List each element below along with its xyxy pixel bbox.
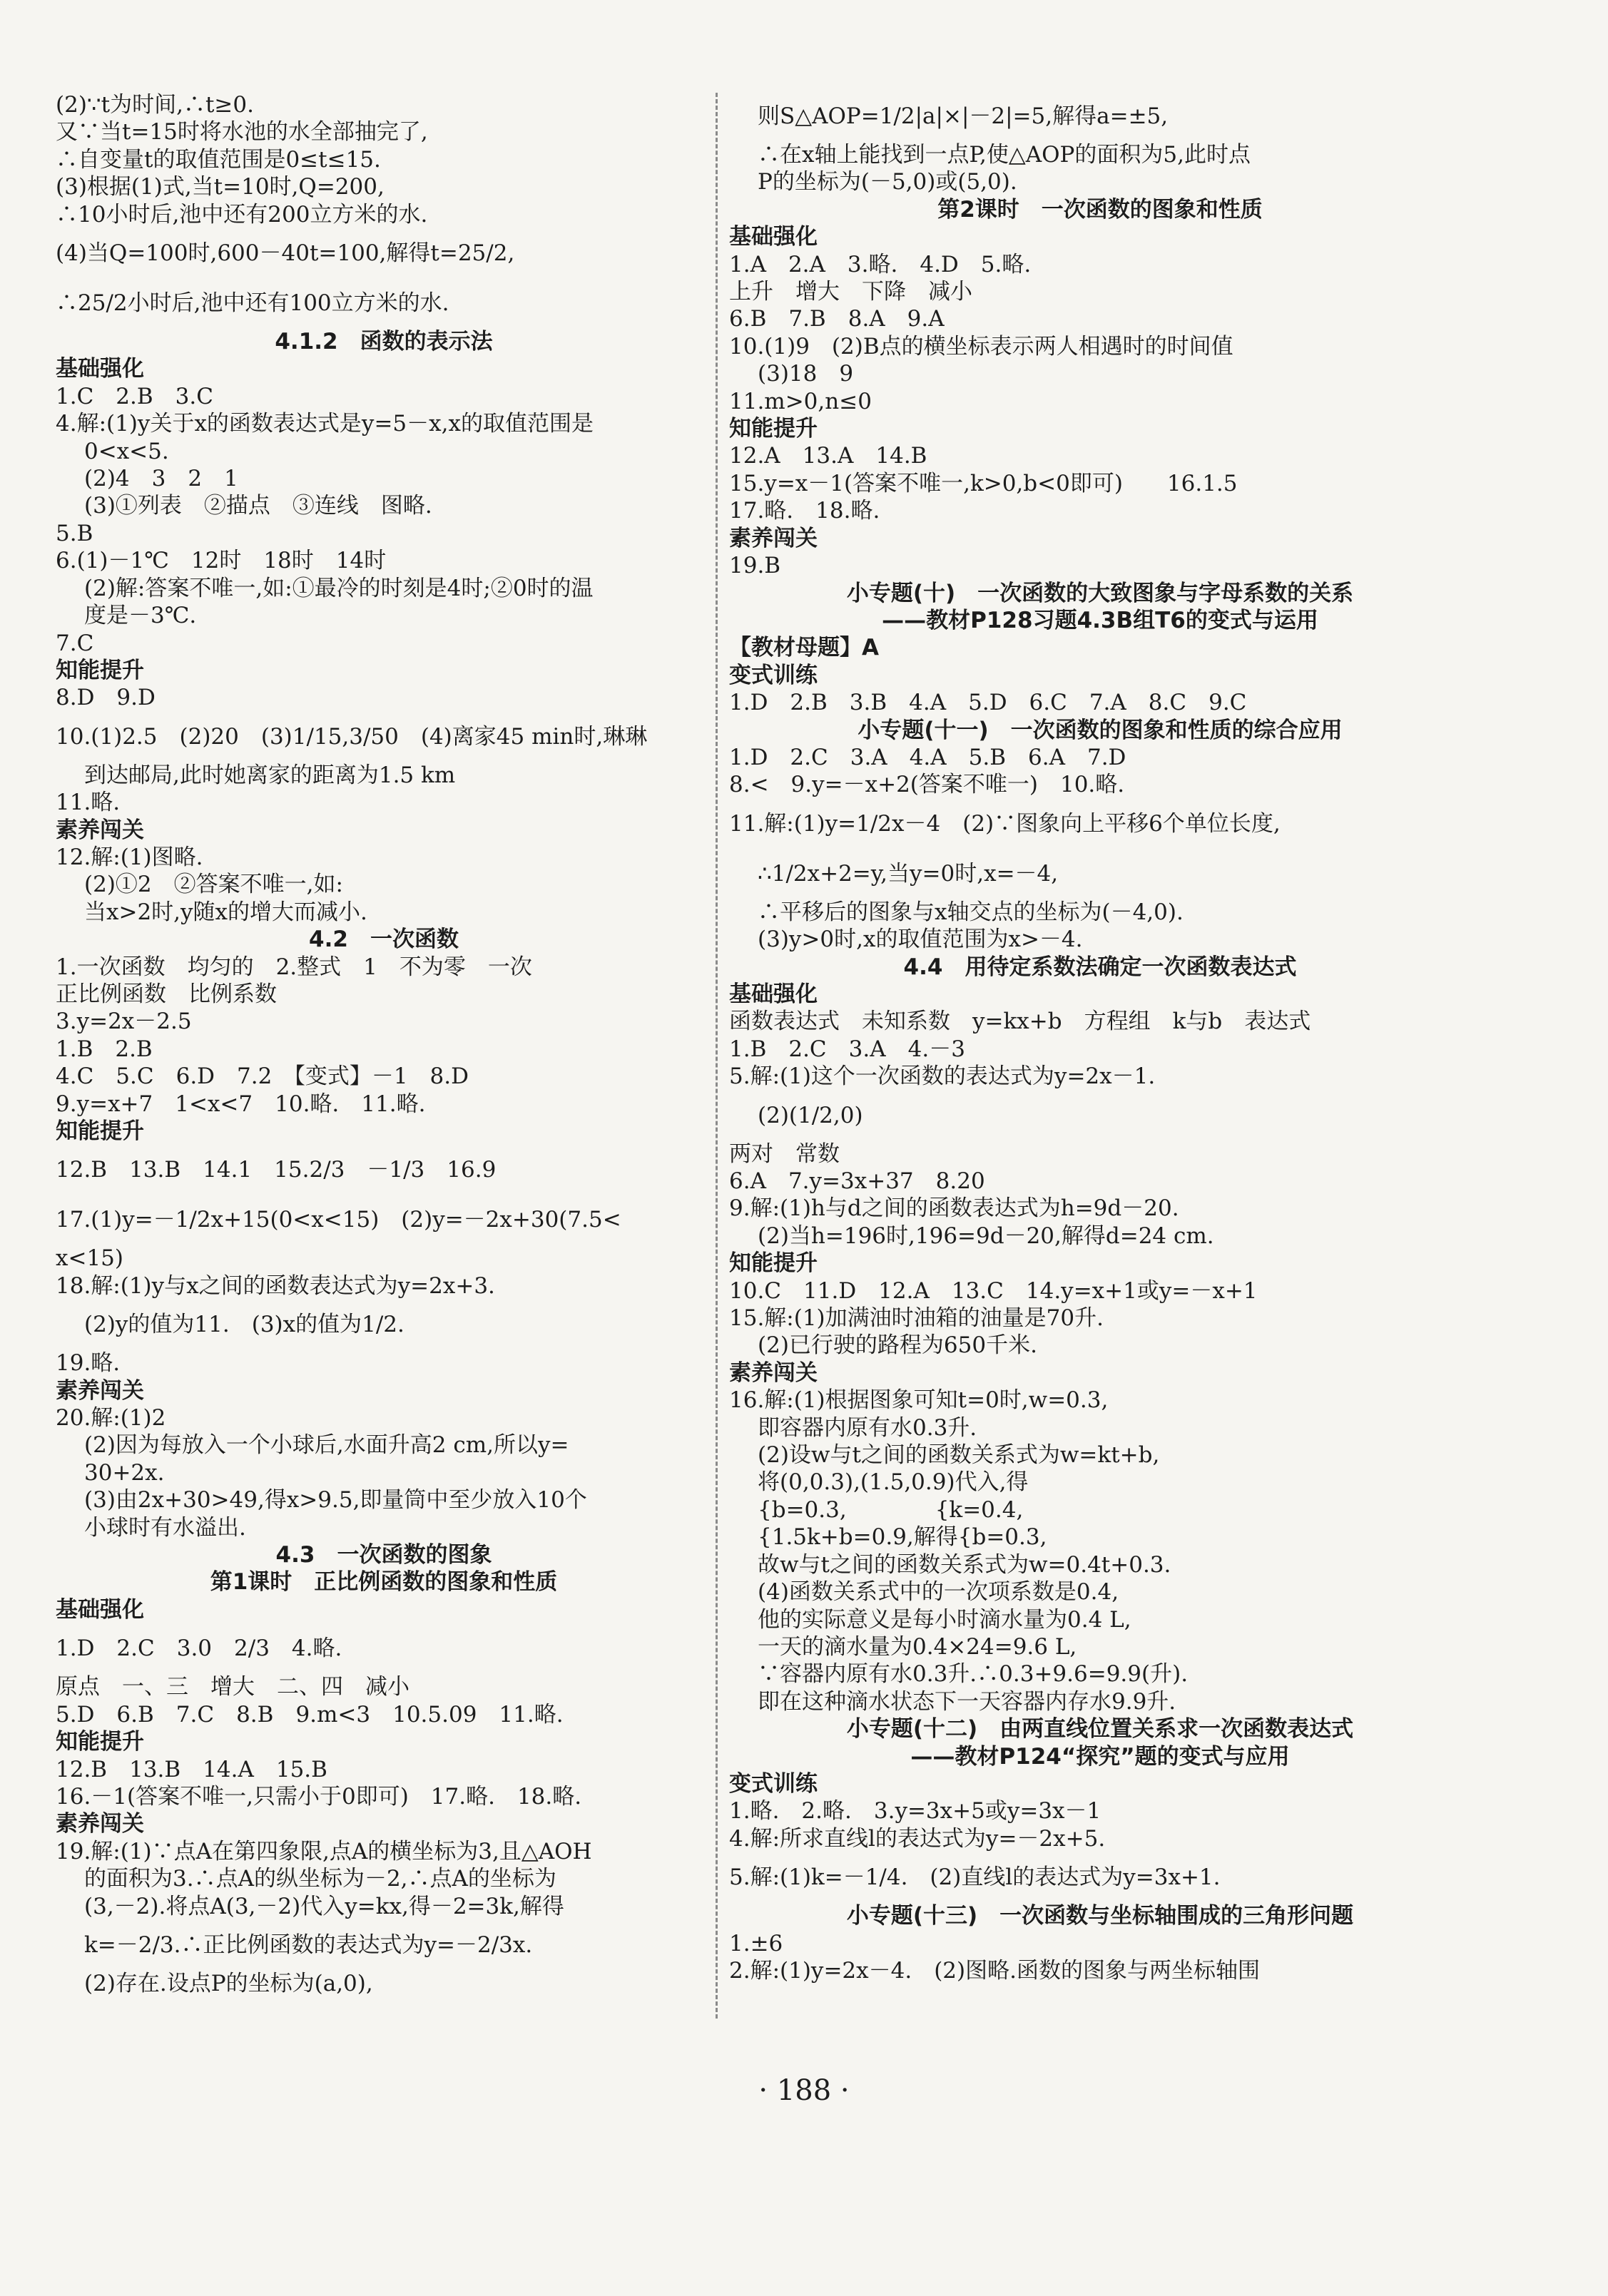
answer-line: 即容器内原有水0.3升.	[758, 1414, 977, 1441]
answer-line: k=－2/3.∴正比例函数的表达式为y=－2/3x.	[84, 1932, 533, 1958]
answer-line: 小专题(十三) 一次函数与坐标轴围成的三角形问题	[846, 1903, 1354, 1929]
answer-line: 原点 一、三 增大 二、四 减小	[56, 1674, 409, 1700]
answer-line: 正比例函数 比例系数	[56, 981, 277, 1007]
answer-line: 4.3 一次函数的图象	[275, 1542, 492, 1568]
answer-line: (3,－2).将点A(3,－2)代入y=kx,得－2=3k,解得	[84, 1893, 564, 1919]
answer-line: 基础强化	[729, 981, 818, 1007]
answer-line: (2)存在.设点P的坐标为(a,0),	[84, 1970, 373, 1996]
answer-line: 10.(1)2.5 (2)20 (3)1/15,3/50 (4)离家45 min时,琳琳	[56, 723, 648, 750]
answer-line: (3)18 9	[758, 361, 854, 387]
answer-line: 8.D 9.D	[56, 685, 156, 711]
answer-line: (2)y的值为11. (3)x的值为1/2.	[84, 1312, 404, 1338]
answer-line: 即在这种滴水状态下一天容器内存水9.9升.	[758, 1688, 1176, 1715]
answer-line: 故w与t之间的函数关系式为w=0.4t+0.3.	[758, 1551, 1171, 1578]
answer-line: (2)4 3 2 1	[84, 466, 238, 492]
answer-line: 1.C 2.B 3.C	[56, 383, 213, 409]
answer-line: 4.4 用待定系数法确定一次函数表达式	[903, 954, 1297, 980]
answer-line: 到达邮局,此时她离家的距离为1.5 km	[84, 762, 456, 788]
answer-line: ∴1/2x+2=y,当y=0时,x=－4,	[758, 860, 1059, 887]
answer-line: 18.解:(1)y与x之间的函数表达式为y=2x+3.	[56, 1272, 495, 1299]
answer-line: (3)由2x+30>49,得x>9.5,即量筒中至少放入10个	[84, 1487, 587, 1514]
answer-line: 1.B 2.B	[56, 1036, 153, 1062]
answer-line: 素养闯关	[729, 1359, 818, 1386]
answer-line: (2)当h=196时,196=9d－20,解得d=24 cm.	[758, 1223, 1214, 1249]
answer-line: 素养闯关	[729, 525, 818, 551]
answer-line: 19.B	[729, 553, 781, 579]
answer-line: (2)①2 ②答案不唯一,如:	[84, 872, 343, 898]
answer-line: ∴10小时后,池中还有200立方米的水.	[56, 201, 428, 228]
answer-line: 4.2 一次函数	[309, 927, 459, 953]
answer-line: 9.解:(1)h与d之间的函数表达式为h=9d－20.	[729, 1195, 1179, 1222]
answer-line: 基础强化	[729, 224, 818, 250]
answer-line: (3)y>0时,x的取值范围为x>－4.	[758, 927, 1083, 953]
answer-line: (4)当Q=100时,600－40t=100,解得t=25/2,	[56, 240, 515, 267]
answer-line: 小专题(十) 一次函数的大致图象与字母系数的关系	[846, 580, 1354, 606]
right-column	[729, 91, 1471, 1984]
answer-line: x<15)	[56, 1245, 123, 1272]
answer-line: 19.略.	[56, 1350, 121, 1377]
answer-line: 20.解:(1)2	[56, 1405, 166, 1432]
answer-line: 上升 增大 下降 减小	[729, 279, 972, 305]
answer-line: 5.解:(1)这个一次函数的表达式为y=2x－1.	[729, 1063, 1156, 1090]
answer-line: 将(0,0.3),(1.5,0.9)代入,得	[758, 1469, 1029, 1496]
answer-line: 小专题(十二) 由两直线位置关系求一次函数表达式	[846, 1716, 1354, 1743]
answer-line: ∵容器内原有水0.3升.∴0.3+9.6=9.9(升).	[758, 1661, 1189, 1688]
answer-line: 0<x<5.	[84, 438, 169, 464]
answer-line: 素养闯关	[56, 817, 144, 843]
answer-line: 知能提升	[56, 1118, 144, 1144]
answer-line: 12.B 13.B 14.A 15.B	[56, 1756, 327, 1782]
column-divider	[716, 93, 718, 2019]
answer-line: 小球时有水溢出.	[84, 1514, 246, 1541]
answer-line: 1.D 2.C 3.A 4.A 5.B 6.A 7.D	[729, 744, 1126, 770]
answer-line: 6.(1)－1℃ 12时 18时 14时	[56, 548, 387, 574]
answer-line: 10.C 11.D 12.A 13.C 14.y=x+1或y=－x+1	[729, 1277, 1258, 1304]
answer-line: 11.解:(1)y=1/2x－4 (2)∵图象向上平移6个单位长度,	[729, 810, 1281, 837]
answer-line: (3)根据(1)式,当t=10时,Q=200,	[56, 174, 385, 200]
answer-line: 第2课时 一次函数的图象和性质	[937, 196, 1263, 223]
answer-line: (2)(1/2,0)	[758, 1102, 863, 1128]
answer-line: 素养闯关	[56, 1377, 144, 1404]
answer-line: 一天的滴水量为0.4×24=9.6 L,	[758, 1633, 1077, 1660]
answer-line: 两对 常数	[729, 1141, 840, 1167]
answer-line: 1.±6	[729, 1930, 783, 1956]
answer-line: (2)因为每放入一个小球后,水面升高2 cm,所以y=	[84, 1432, 569, 1459]
answer-line: 1.A 2.A 3.略. 4.D 5.略.	[729, 251, 1032, 277]
answer-line: 7.C	[56, 630, 94, 656]
answer-line: 1.B 2.C 3.A 4.－3	[729, 1036, 965, 1062]
answer-line: 度是－3℃.	[84, 603, 197, 629]
answer-line: 则S△AOP=1/2|a|×|－2|=5,解得a=±5,	[758, 103, 1169, 129]
answer-line: 2.解:(1)y=2x－4. (2)图略.函数的图象与两坐标轴围	[729, 1957, 1260, 1984]
answer-line: 1.一次函数 均匀的 2.整式 1 不为零 一次	[56, 954, 532, 980]
left-column	[56, 91, 712, 1997]
answer-line: (2)设w与t之间的函数关系式为w=kt+b,	[758, 1442, 1160, 1469]
answer-line: 5.D 6.B 7.C 8.B 9.m<3 10.5.09 11.略.	[56, 1701, 564, 1728]
answer-line: 变式训练	[729, 1770, 818, 1797]
answer-line: 变式训练	[729, 662, 818, 688]
answer-line: 16.－1(答案不唯一,只需小于0即可) 17.略. 18.略.	[56, 1783, 582, 1810]
answer-line: 知能提升	[729, 416, 818, 442]
answer-line: 15.解:(1)加满油时油箱的油量是70升.	[729, 1305, 1104, 1332]
answer-line: 12.B 13.B 14.1 15.2/3 －1/3 16.9	[56, 1157, 497, 1183]
answer-line: ——教材P124“探究”题的变式与应用	[910, 1743, 1290, 1770]
answer-line: 30+2x.	[84, 1459, 165, 1486]
answer-line: 基础强化	[56, 356, 144, 382]
answer-line: ∴25/2小时后,池中还有100立方米的水.	[56, 290, 449, 317]
answer-line: 11.m>0,n≤0	[729, 388, 872, 414]
page-number: · 188 ·	[758, 2074, 850, 2107]
answer-line: (3)①列表 ②描点 ③连线 图略.	[84, 493, 432, 519]
answer-line: 基础强化	[56, 1596, 144, 1623]
answer-line: P的坐标为(－5,0)或(5,0).	[758, 169, 1017, 195]
answer-line: 当x>2时,y随x的增大而减小.	[84, 899, 367, 925]
answer-line: 4.解:(1)y关于x的函数表达式是y=5－x,x的取值范围是	[56, 411, 594, 437]
answer-line: 素养闯关	[56, 1811, 144, 1837]
answer-line: 他的实际意义是每小时滴水量为0.4 L,	[758, 1606, 1131, 1633]
answer-line: 1.略. 2.略. 3.y=3x+5或y=3x－1	[729, 1798, 1101, 1825]
answer-line: 4.1.2 函数的表示法	[275, 329, 493, 355]
answer-line: 第1课时 正比例函数的图象和性质	[210, 1569, 558, 1596]
answer-line: 4.C 5.C 6.D 7.2 【变式】－1 8.D	[56, 1063, 469, 1090]
answer-line: 3.y=2x－2.5	[56, 1009, 192, 1035]
answer-line: 5.解:(1)k=－1/4. (2)直线l的表达式为y=3x+1.	[729, 1864, 1221, 1891]
answer-line: 知能提升	[729, 1250, 818, 1277]
answer-line: 10.(1)9 (2)B点的横坐标表示两人相遇时的时间值	[729, 333, 1233, 359]
answer-line: 4.解:所求直线l的表达式为y=－2x+5.	[729, 1825, 1106, 1852]
answer-line: 16.解:(1)根据图象可知t=0时,w=0.3,	[729, 1387, 1109, 1414]
answer-line: 函数表达式 未知系数 y=kx+b 方程组 k与b 表达式	[729, 1009, 1311, 1035]
answer-line: (2)∵t为时间,∴t≥0.	[56, 92, 254, 118]
answer-line: ∴在x轴上能找到一点P,使△AOP的面积为5,此时点	[758, 142, 1251, 168]
answer-line: 知能提升	[56, 657, 144, 683]
answer-line: 1.D 2.C 3.0 2/3 4.略.	[56, 1636, 342, 1662]
answer-line: 【教材母题】A	[729, 635, 879, 661]
answer-line: {b=0.3, {k=0.4,	[758, 1496, 1024, 1523]
answer-line: ——教材P128习题4.3B组T6的变式与运用	[882, 607, 1318, 633]
answer-line: 17.(1)y=－1/2x+15(0<x<15) (2)y=－2x+30(7.5<	[56, 1207, 621, 1233]
answer-line: 6.B 7.B 8.A 9.A	[729, 306, 945, 332]
answer-line: 知能提升	[56, 1729, 144, 1755]
answer-line: 12.A 13.A 14.B	[729, 443, 927, 469]
answer-line: (2)解:答案不唯一,如:①最冷的时刻是4时;②0时的温	[84, 575, 594, 601]
answer-line: (2)已行驶的路程为650千米.	[758, 1332, 1037, 1359]
answer-line: {1.5k+b=0.9,解得{b=0.3,	[758, 1524, 1047, 1551]
answer-line: 9.y=x+7 1<x<7 10.略. 11.略.	[56, 1091, 426, 1117]
answer-line: 的面积为3.∴点A的纵坐标为－2,∴点A的坐标为	[84, 1866, 556, 1892]
answer-line: 又∵当t=15时将水池的水全部抽完了,	[56, 119, 428, 146]
answer-line: 6.A 7.y=3x+37 8.20	[729, 1168, 985, 1194]
answer-line: (4)函数关系式中的一次项系数是0.4,	[758, 1579, 1119, 1606]
answer-line: 11.略.	[56, 790, 121, 816]
answer-line: 5.B	[56, 520, 93, 546]
answer-line: 12.解:(1)图略.	[56, 844, 203, 870]
answer-line: 1.D 2.B 3.B 4.A 5.D 6.C 7.A 8.C 9.C	[729, 690, 1247, 716]
answer-line: 15.y=x－1(答案不唯一,k>0,b<0即可) 16.1.5	[729, 470, 1238, 496]
answer-line: 19.解:(1)∵点A在第四象限,点A的横坐标为3,且△AOH	[56, 1838, 592, 1864]
answer-line: 17.略. 18.略.	[729, 498, 880, 524]
answer-line: 小专题(十一) 一次函数的图象和性质的综合应用	[858, 717, 1343, 743]
answer-line: ∴自变量t的取值范围是0≤t≤15.	[56, 146, 381, 173]
answer-line: 8.< 9.y=－x+2(答案不唯一) 10.略.	[729, 772, 1125, 798]
answer-line: ∴平移后的图象与x轴交点的坐标为(－4,0).	[758, 899, 1184, 925]
